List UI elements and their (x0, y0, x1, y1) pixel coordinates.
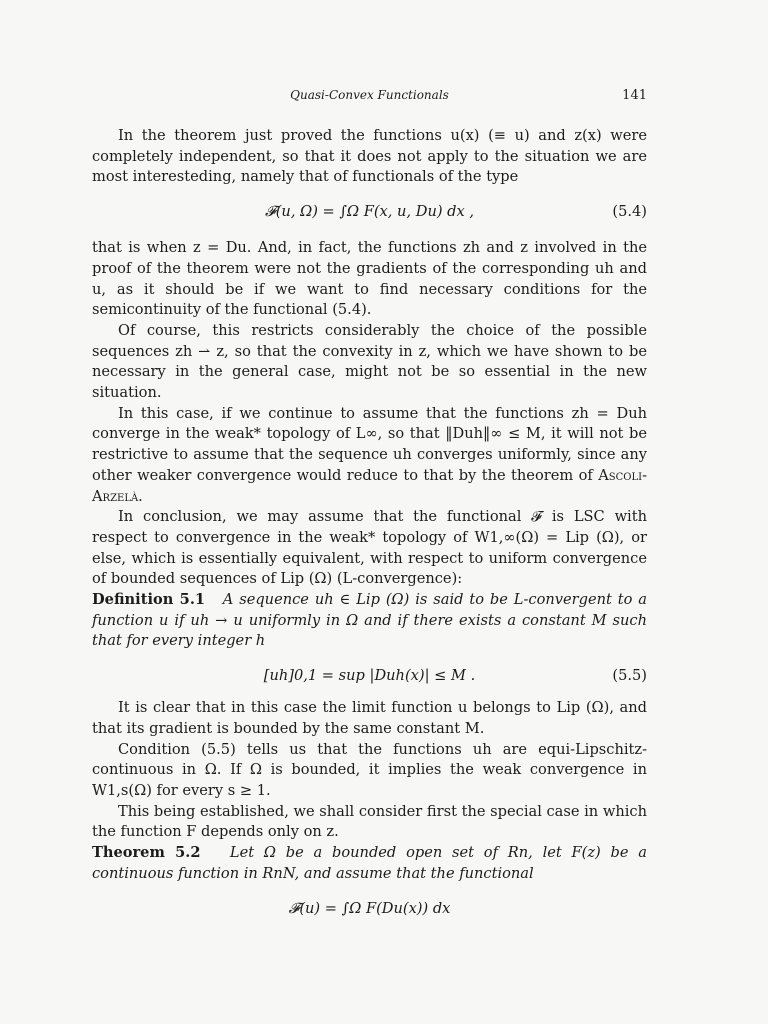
page-header (92, 88, 647, 108)
running-title: Quasi-Convex Functionals (290, 88, 449, 102)
paragraph-6: It is clear that in this case the limit function u belongs to Lip (Ω), and that its gradient is bounded by the same constant M. (92, 699, 647, 737)
equation-5-5 (92, 656, 647, 696)
paragraph-2: that is when z = Du. And, in fact, the functions zh and z involved in the proof of the theorem were not the gradients of the corresponding uh and u, as it should be if we want to find necessary conditions for the semicontinuity of the functional (5.4). (92, 239, 647, 319)
paragraph-1: In the theorem just proved the functions u(x) (≡ u) and z(x) were completely independent, so that it does not apply to the situation we are most interesteding, namely that of functionals of the type (92, 127, 647, 186)
paragraph-3: Of course, this restricts considerably the choice of the possible sequences zh ⇀ z, so that the convexity in z, which we have shown to be necessary in the general case, might not be so essential in the new situation. (92, 321, 647, 402)
definition-5-1 (92, 590, 647, 652)
theorem-label: Theorem 5.2 (92, 844, 201, 862)
paragraph-4 (92, 404, 647, 508)
paragraph-4-text: In this case, if we continue to assume that the functions zh = Duh converge in the weak* topology of L∞, so that ‖Duh‖∞ ≤ M, it will not be restrictive to assume that the sequence uh converges uniformly, since any other weaker convergence would reduce to that by the theorem of (92, 404, 647, 484)
definition-text: A sequence uh ∈ Lip (Ω) is said to be L-convergent to a function u if uh → u uniformly in Ω and if there exists a constant M such that for every integer h (92, 591, 648, 650)
equation-5-5-number: (5.5) (612, 667, 647, 685)
theorem-5-2 (92, 843, 647, 884)
paragraph-5: In conclusion, we may assume that the functional 𝓕 is LSC with respect to convergence in the weak* topology of W1,∞(Ω) = Lip (Ω), or else, which is essentially equivalent, with respect to uniform convergence of bounded sequences of Lip (Ω) (L-convergence): (92, 508, 647, 588)
ascoli-arzela-name: Ascoli-Arzelà. (92, 466, 647, 505)
theorem-functional-expression: 𝓕(u) = ∫Ω F(Du(x)) dx (288, 899, 451, 917)
equation-5-5-expression: [uh]0,1 = sup |Duh(x)| ≤ M . (263, 667, 476, 685)
paragraph-7: Condition (5.5) tells us that the functions uh are equi-Lipschitz-continuous in Ω. If Ω is bounded, it implies the weak convergence in W1,s(Ω) for every s ≥ 1. (92, 740, 647, 799)
theorem-text: Let Ω be a bounded open set of Rn, let F(z) be a continuous function in RnN, and assume that the functional (92, 844, 648, 882)
page-number: 141 (622, 88, 647, 103)
paragraph-8: This being established, we shall consider first the special case in which the function F depends only on z. (92, 802, 647, 841)
equation-theorem-functional (92, 889, 647, 933)
body-text (92, 126, 647, 935)
equation-5-4-expression: 𝓕(u, Ω) = ∫Ω F(x, u, Du) dx , (264, 203, 475, 221)
definition-label: Definition 5.1 (92, 591, 206, 609)
equation-5-4 (92, 192, 647, 236)
equation-5-4-number: (5.4) (612, 203, 647, 221)
